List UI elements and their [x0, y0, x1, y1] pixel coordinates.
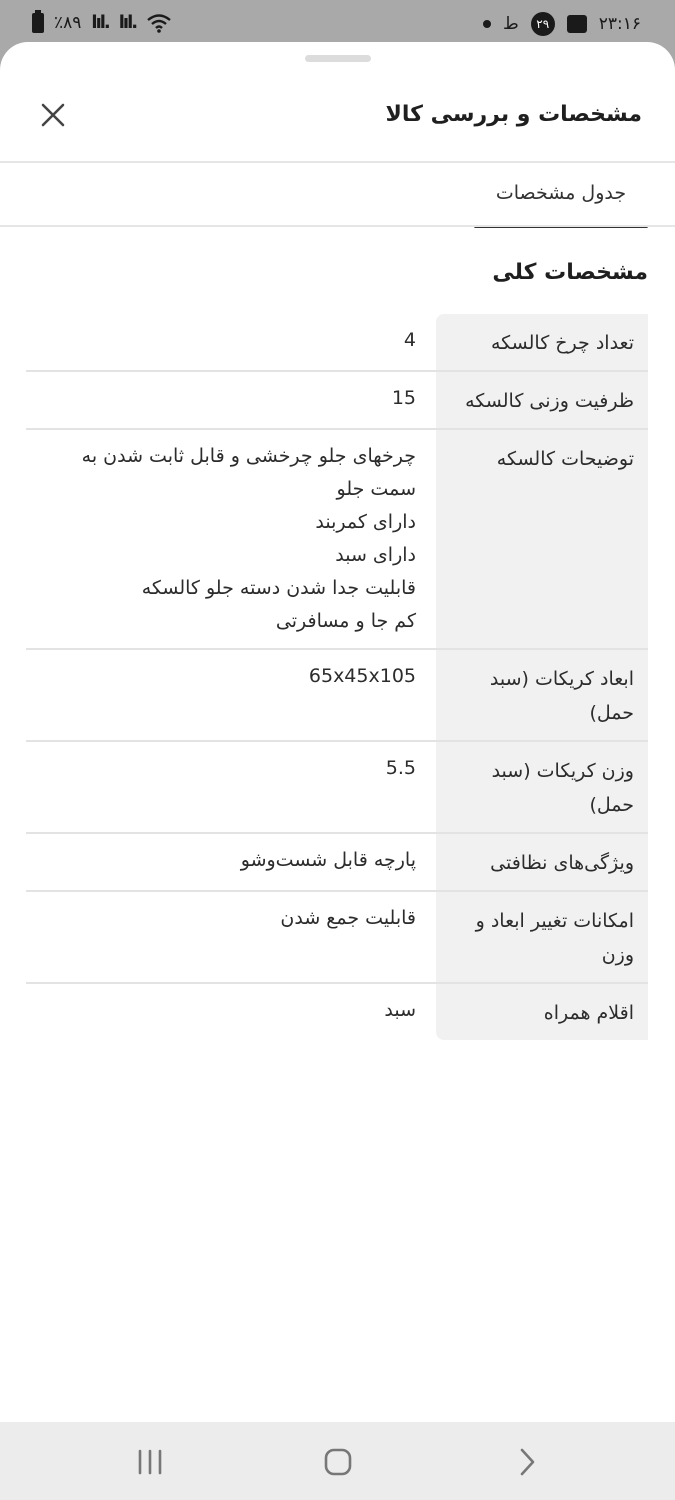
wifi-icon: [146, 13, 172, 33]
home-button[interactable]: [318, 1444, 358, 1480]
recent-apps-button[interactable]: [130, 1444, 170, 1480]
close-button[interactable]: [36, 98, 70, 132]
spec-value-line: سبد: [384, 999, 416, 1021]
spec-value-line: قابلیت جمع شدن: [280, 907, 416, 929]
gallery-icon: [567, 15, 587, 33]
recent-apps-icon: [135, 1448, 165, 1476]
sheet-title: مشخصات و بررسی کالا: [385, 102, 642, 127]
spec-label: ابعاد کریکات (سبد حمل): [436, 650, 648, 740]
spec-value: [26, 314, 436, 370]
spec-value-line: قابلیت جدا شدن دسته جلو کالسکه: [141, 577, 416, 599]
spec-value-line: دارای کمربند: [315, 511, 416, 533]
signal-icon: lıl.: [118, 12, 137, 33]
spec-value-line: دارای سبد: [335, 544, 416, 566]
spec-value-line: کم جا و مسافرتی: [275, 610, 416, 632]
status-bar: [0, 0, 675, 44]
battery-percent: ٪۸۹: [54, 12, 82, 33]
signal-icon: lıl.: [91, 12, 109, 33]
spec-value-line: 4: [403, 329, 416, 351]
spec-label: تعداد چرخ کالسکه: [436, 314, 648, 370]
spec-row: [26, 834, 648, 892]
date-badge: ۲۹: [531, 12, 555, 36]
status-time: ۲۳:۱۶: [598, 14, 641, 34]
section-title: مشخصات کلی: [492, 260, 648, 285]
spec-value: [26, 892, 436, 982]
spec-value: [26, 372, 436, 428]
spec-row: [26, 314, 648, 372]
spec-value: [26, 430, 436, 648]
back-button[interactable]: [507, 1444, 547, 1480]
sheet-drag-handle[interactable]: [305, 55, 371, 62]
spec-value: [26, 742, 436, 832]
spec-label: وزن کریکات (سبد حمل): [436, 742, 648, 832]
home-icon: [323, 1447, 353, 1477]
close-icon: [40, 102, 66, 128]
battery-icon: [32, 13, 44, 33]
spec-value-line: 5.5: [385, 757, 416, 779]
bottom-sheet: [0, 42, 675, 1422]
header-divider: [0, 161, 675, 163]
spec-value-line: چرخهای جلو چرخشی و قابل ثابت شدن به: [81, 445, 416, 467]
carrier-glyph: ط: [503, 14, 519, 34]
dot-icon: [483, 20, 491, 28]
spec-value: [26, 650, 436, 740]
spec-value-line: سمت جلو: [336, 478, 416, 500]
spec-label: ویژگی‌های نظافتی: [436, 834, 648, 890]
spec-row: [26, 742, 648, 834]
spec-row: [26, 892, 648, 984]
status-left: [32, 12, 172, 33]
spec-label: توضیحات کالسکه: [436, 430, 648, 648]
spec-label: ظرفیت وزنی کالسکه: [436, 372, 648, 428]
status-right: [483, 12, 641, 36]
spec-value: [26, 834, 436, 890]
navigation-bar: [0, 1422, 675, 1500]
spec-value-line: پارچه قابل شست‌وشو: [240, 849, 416, 871]
spec-value-line: 65x45x105: [308, 665, 416, 687]
spec-label: اقلام همراه: [436, 984, 648, 1040]
tab-label: جدول مشخصات: [495, 182, 627, 204]
spec-label: امکانات تغییر ابعاد و وزن: [436, 892, 648, 982]
spec-row: [26, 650, 648, 742]
spec-row: [26, 430, 648, 650]
tabs-divider: [0, 225, 675, 227]
spec-value-line: 15: [391, 387, 416, 409]
spec-row: [26, 984, 648, 1040]
spec-value: [26, 984, 436, 1040]
back-icon: [515, 1447, 539, 1477]
spec-table: [26, 314, 648, 1040]
spec-row: [26, 372, 648, 430]
tab-specs-table[interactable]: [474, 164, 648, 226]
